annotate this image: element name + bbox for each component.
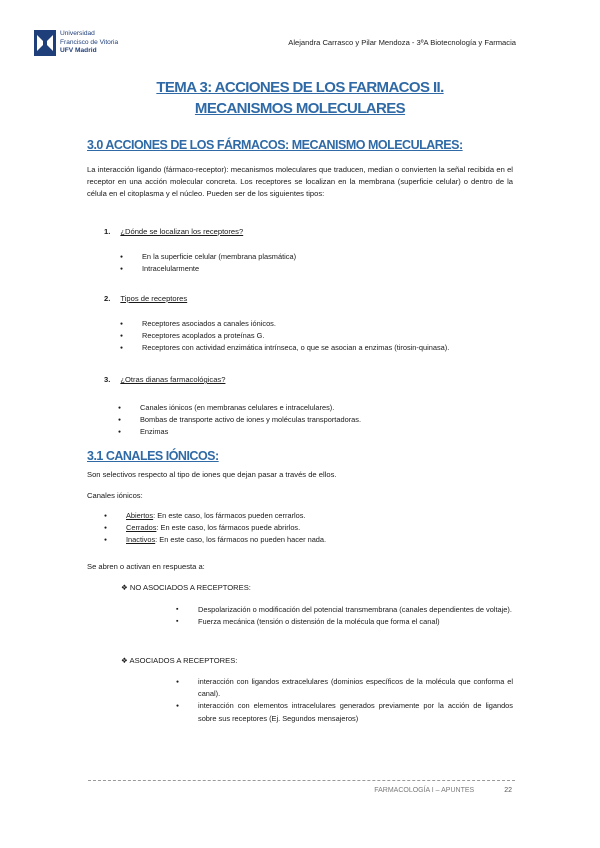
list-item: ▪ Despolarización o modificación del potencial transmembrana (canales dependientes de voltaje). [176,604,513,616]
question-3 [104,375,225,384]
logo-line-3: UFV Madrid [60,47,97,55]
asociados-list [176,676,513,725]
state-desc: : En este caso, los fármacos no pueden hacer nada. [155,535,327,545]
list-item: ● Receptores acoplados a proteínas G. [120,330,520,342]
q2-list [120,318,520,355]
list-item: ▪ Fuerza mecánica (tensión o distensión de la molécula que forma el canal) [176,616,513,628]
title-line-1: TEMA 3: ACCIONES DE LOS FARMACOS II. [156,79,444,96]
list-item: ● Receptores asociados a canales iónicos. [120,318,520,330]
question-3-label: ¿Otras dianas farmacológicas? [120,375,226,384]
question-2-number: 2. [104,294,111,303]
list-item [104,522,504,534]
channel-states-list [104,510,504,547]
list-item: ● Receptores con actividad enzimática intrínseca, o que se asocian a enzimas (tirosin-quinasa). [120,342,520,354]
page-title [0,77,600,119]
list-item: ● Bombas de transporte activo de iones y moléculas transportadoras. [118,414,518,426]
question-2 [104,294,187,303]
state-term: Inactivos [126,535,156,545]
list-item: ● Enzimas [118,426,518,438]
footer-divider [88,780,515,781]
logo-line-2: Francisco de Vitoria [60,38,119,46]
list-item [104,534,504,546]
asociados-heading: ❖ ASOCIADOS A RECEPTORES: [121,656,238,665]
section1-intro: La interacción ligando (fármaco-receptor): mecanismos moleculares que traducen, median o convierten la señal recibida en el receptor en una acción molecular concreta. Los receptores se localizan en la membrana (superficie celular) o dentro de la célula en el citoplasma y el núcleo. Pueden ser de los siguientes tipos: [87,165,513,198]
footer-course: FARMACOLOGÍA I – APUNTES [374,787,475,794]
university-logo [34,30,136,58]
section-heading-3-0: 3.0 ACCIONES DE LOS FÁRMACOS: MECANISMO MOLECULARES: [87,138,463,152]
header-authors: Alejandra Carrasco y Pilar Mendoza - 3ºA Biotecnología y Farmacia [288,38,516,47]
state-term: Abiertos [126,511,154,520]
state-desc: : En este caso, los fármacos puede abrirlos. [156,523,301,533]
no-asociados-heading: ❖ NO ASOCIADOS A RECEPTORES: [121,583,251,592]
question-1 [104,227,243,236]
state-term: Cerrados [126,523,157,533]
section2-intro: Son selectivos respecto al tipo de iones que dejan pasar a través de ellos. [87,470,337,479]
list-item: ● Intracelularmente [120,263,510,275]
question-3-number: 3. [104,375,111,384]
question-1-label: ¿Dónde se localizan los receptores? [120,227,244,236]
page-footer [374,787,512,794]
title-line-2: MECANISMOS MOLECULARES [194,100,406,117]
question-2-label: Tipos de receptores [120,294,188,303]
no-asociados-list [176,604,513,628]
list-item: ● interacción con ligandos extracelulares (dominios específicos de la molécula que conforma el canal). [176,676,513,700]
section-heading-3-1: 3.1 CANALES IÓNICOS: [87,449,219,463]
logo-line-1: Universidad [60,30,95,37]
q1-list [120,251,510,275]
state-desc: : En este caso, los fármacos pueden cerrarlos. [153,511,306,520]
opens-label: Se abren o activan en respuesta a: [87,562,205,571]
canales-label: Canales iónicos: [87,491,143,500]
list-item: ● Canales iónicos (en membranas celulares e intracelulares). [118,402,518,414]
question-1-number: 1. [104,227,111,236]
ufv-logo-icon [34,30,56,56]
list-item [104,510,504,522]
list-item: ● interacción con elementos intracelulares generados previamente por la acción de ligandos sobre sus receptores (Ej. Segundos mensajeros) [176,700,513,724]
q3-list [118,402,518,439]
page-number: 22 [504,787,512,794]
list-item: ● En la superficie celular (membrana plasmática) [120,251,510,263]
